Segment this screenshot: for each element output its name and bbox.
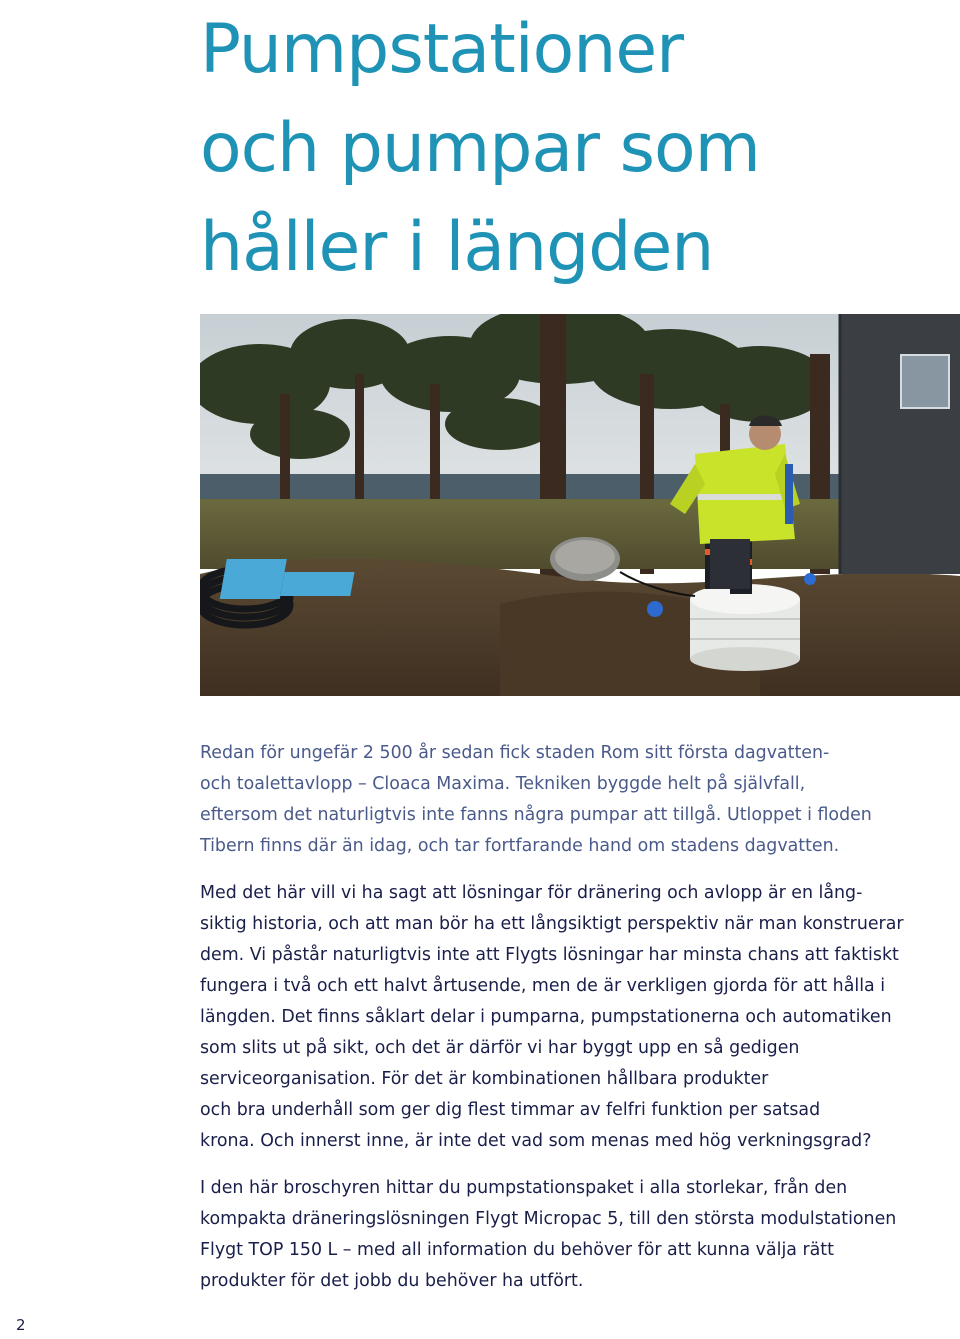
hero-photo <box>200 314 960 696</box>
main-line: fungera i två och ett halvt årtusende, men de är verkligen gjorda för att hålla i <box>200 976 886 996</box>
intro-line: Redan för ungefär 2 500 år sedan fick staden Rom sitt första dagvatten- <box>200 743 830 763</box>
closing-line: Flygt TOP 150 L – med all information du behöver för att kunna välja rätt <box>200 1240 834 1260</box>
main-line: krona. Och innerst inne, är inte det vad som menas med hög verkningsgrad? <box>200 1131 872 1151</box>
title-line-3: håller i längden <box>200 208 714 287</box>
intro-line: Tibern finns där än idag, och tar fortfarande hand om stadens dagvatten. <box>200 836 840 856</box>
main-line: serviceorganisation. För det är kombinationen hållbara produkter <box>200 1069 769 1089</box>
body-text <box>200 738 960 1297</box>
main-line: och bra underhåll som ger dig flest timmar av felfri funktion per satsad <box>200 1100 821 1120</box>
main-paragraph <box>200 878 960 1157</box>
title-line-2: och pumpar som <box>200 109 760 188</box>
main-line: siktig historia, och att man bör ha ett långsiktigt perspektiv när man konstruerar <box>200 914 904 934</box>
closing-line: kompakta dräneringslösningen Flygt Micropac 5, till den största modulstationen <box>200 1209 897 1229</box>
closing-line: produkter för det jobb du behöver ha utfört. <box>200 1271 584 1291</box>
intro-paragraph <box>200 738 960 862</box>
intro-line: och toalettavlopp – Cloaca Maxima. Tekniken byggde helt på självfall, <box>200 774 806 794</box>
main-line: dem. Vi påstår naturligtvis inte att Flygts lösningar har minsta chans att faktiskt <box>200 945 899 965</box>
closing-line: I den här broschyren hittar du pumpstationspaket i alla storlekar, från den <box>200 1178 848 1198</box>
title-line-1: Pumpstationer <box>200 10 684 89</box>
intro-line: eftersom det naturligtvis inte fanns några pumpar att tillgå. Utloppet i floden <box>200 805 872 825</box>
closing-paragraph <box>200 1173 960 1297</box>
main-line: som slits ut på sikt, och det är därför vi har byggt upp en så gedigen <box>200 1038 800 1058</box>
page-number: 2 <box>16 1316 26 1334</box>
main-line: Med det här vill vi ha sagt att lösningar för dränering och avlopp är en lång- <box>200 883 863 903</box>
photo-illustration <box>200 314 960 696</box>
page-title <box>200 0 940 297</box>
main-line: längden. Det finns såklart delar i pumparna, pumpstationerna och automatiken <box>200 1007 892 1027</box>
